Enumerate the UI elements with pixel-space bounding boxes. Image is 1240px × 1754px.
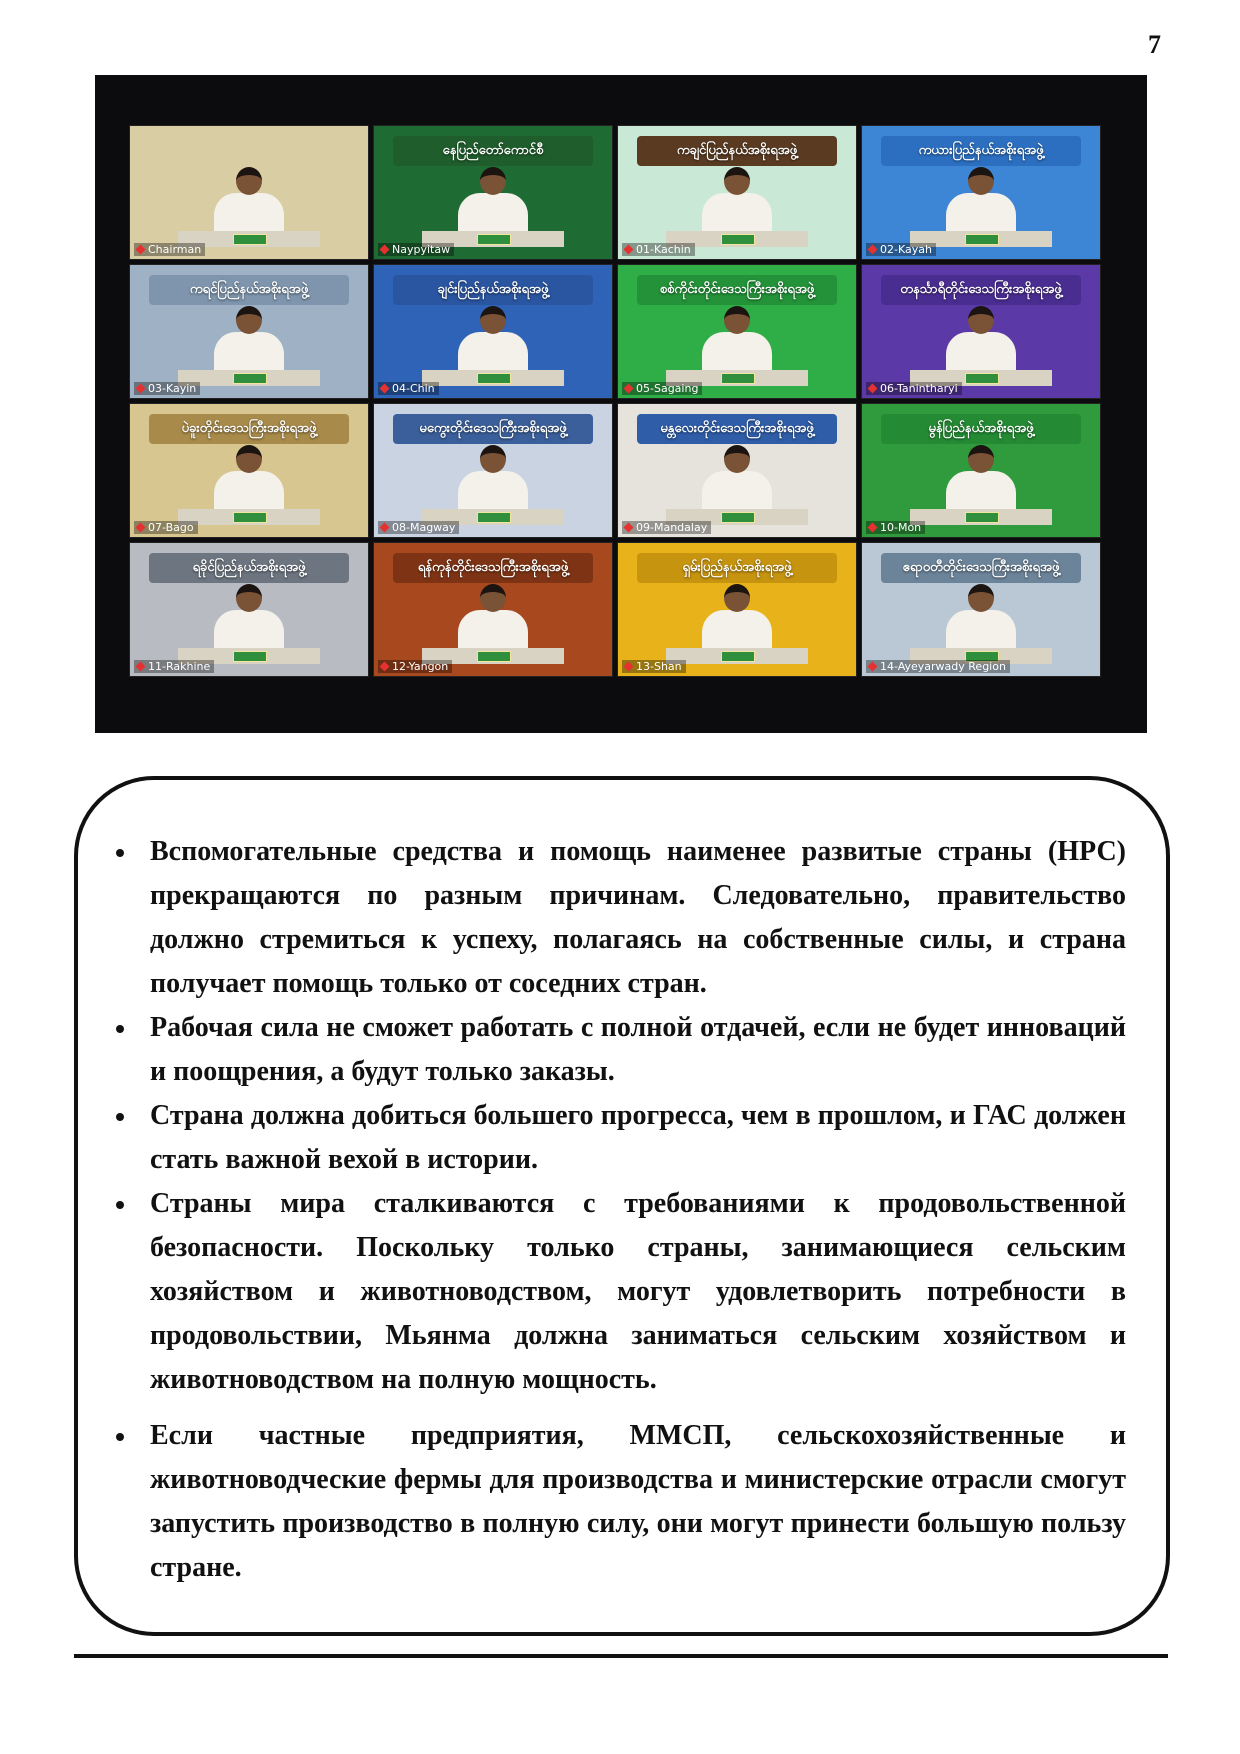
participant-figure [702, 584, 772, 656]
tile-banner: စစ်ကိုင်းတိုင်းဒေသကြီးအစိုးရအဖွဲ့ [637, 275, 837, 305]
nameplate [477, 234, 511, 245]
video-tile [861, 125, 1101, 260]
participant-figure [458, 584, 528, 656]
video-tile [373, 542, 613, 677]
tile-label: 06-Tanintharyi [866, 382, 962, 395]
participant-figure [946, 584, 1016, 656]
participant-figure [214, 584, 284, 656]
bullet-item: Рабочая сила не сможет работать с полной отдачей, если не будет инноваций и поощрения, а будут только заказы. [150, 1006, 1126, 1094]
nameplate [233, 651, 267, 662]
nameplate [965, 373, 999, 384]
tile-label: 09-Mandalay [622, 521, 711, 534]
video-tile [861, 403, 1101, 538]
tile-label: Naypyitaw [378, 243, 454, 256]
nameplate [965, 234, 999, 245]
bullet-list [150, 830, 1126, 1590]
tile-banner: ကယားပြည်နယ်အစိုးရအဖွဲ့ [881, 136, 1081, 166]
video-tile [129, 542, 369, 677]
nameplate [721, 234, 755, 245]
tile-banner: မန္တလေးတိုင်းဒေသကြီးအစိုးရအဖွဲ့ [637, 414, 837, 444]
tile-label: 07-Bago [134, 521, 198, 534]
bullet-item: Если частные предприятия, ММСП, сельскохозяйственные и животноводческие фермы для производства и министерские отрасли смогут запустить производство в полную силу, они могут принести большую пользу стране. [150, 1414, 1126, 1590]
video-conference-photo [95, 75, 1147, 733]
video-tile [129, 264, 369, 399]
nameplate [233, 373, 267, 384]
video-tile [373, 125, 613, 260]
tile-label: 01-Kachin [622, 243, 695, 256]
participant-figure [458, 445, 528, 517]
tile-label: 13-Shan [622, 660, 686, 673]
tile-label: 03-Kayin [134, 382, 200, 395]
participant-figure [702, 167, 772, 239]
bullet-item: Страны мира сталкиваются с требованиями к продовольственной безопасности. Поскольку только страны, занимающиеся сельским хозяйством и животноводством, могут удовлетворить потребности в продовольствии, Мьянма должна заниматься сельским хозяйством и животноводством на полную мощность. [150, 1182, 1126, 1402]
tile-label: Chairman [134, 243, 205, 256]
video-tile [617, 125, 857, 260]
tile-banner: နေပြည်တော်ကောင်စီ [393, 136, 593, 166]
video-tile [861, 264, 1101, 399]
video-tile [617, 403, 857, 538]
participant-figure [214, 445, 284, 517]
nameplate [965, 512, 999, 523]
tile-banner: ကရင်ပြည်နယ်အစိုးရအဖွဲ့ [149, 275, 349, 305]
nameplate [233, 234, 267, 245]
tile-label: 14-Ayeyarwady Region [866, 660, 1010, 673]
video-tile-grid [129, 125, 1101, 677]
tile-label: 11-Rakhine [134, 660, 214, 673]
tile-label: 04-Chin [378, 382, 439, 395]
bullet-item: Страна должна добиться большего прогресса, чем в прошлом, и ГАС должен стать важной вехой в истории. [150, 1094, 1126, 1182]
tile-banner: ချင်းပြည်နယ်အစိုးရအဖွဲ့ [393, 275, 593, 305]
bottom-rule [74, 1654, 1168, 1658]
tile-label: 10-Mon [866, 521, 925, 534]
tile-banner: ရှမ်းပြည်နယ်အစိုးရအဖွဲ့ [637, 553, 837, 583]
tile-banner: မကွေးတိုင်းဒေသကြီးအစိုးရအဖွဲ့ [393, 414, 593, 444]
participant-figure [214, 167, 284, 239]
page-number: 7 [1148, 30, 1161, 59]
tile-banner: ရန်ကုန်တိုင်းဒေသကြီးအစိုးရအဖွဲ့ [393, 553, 593, 583]
video-tile [373, 403, 613, 538]
nameplate [233, 512, 267, 523]
participant-figure [946, 167, 1016, 239]
video-tile [617, 264, 857, 399]
nameplate [721, 373, 755, 384]
tile-banner: ဧရာဝတီတိုင်းဒေသကြီးအစိုးရအဖွဲ့ [881, 553, 1081, 583]
tile-banner: တနင်္သာရီတိုင်းဒေသကြီးအစိုးရအဖွဲ့ [881, 275, 1081, 305]
nameplate [477, 373, 511, 384]
video-tile [861, 542, 1101, 677]
bullet-item: Вспомогательные средства и помощь наименее развитые страны (НРС) прекращаются по разным причинам. Следовательно, правительство должно стремиться к успеху, полагаясь на собственные силы, и страна получает помощь только от соседних стран. [150, 830, 1126, 1006]
nameplate [721, 651, 755, 662]
nameplate [721, 512, 755, 523]
tile-label: 12-Yangon [378, 660, 452, 673]
nameplate [477, 651, 511, 662]
video-tile [617, 542, 857, 677]
tile-label: 05-Sagaing [622, 382, 702, 395]
participant-figure [702, 306, 772, 378]
participant-figure [214, 306, 284, 378]
participant-figure [946, 306, 1016, 378]
video-tile [129, 403, 369, 538]
participant-figure [458, 167, 528, 239]
tile-banner: ပဲခူးတိုင်းဒေသကြီးအစိုးရအဖွဲ့ [149, 414, 349, 444]
tile-label: 02-Kayah [866, 243, 936, 256]
video-tile [129, 125, 369, 260]
tile-banner: ရခိုင်ပြည်နယ်အစိုးရအဖွဲ့ [149, 553, 349, 583]
video-tile [373, 264, 613, 399]
tile-banner: မွန်ပြည်နယ်အစိုးရအဖွဲ့ [881, 414, 1081, 444]
participant-figure [458, 306, 528, 378]
participant-figure [946, 445, 1016, 517]
tile-label: 08-Magway [378, 521, 459, 534]
nameplate [477, 512, 511, 523]
participant-figure [702, 445, 772, 517]
tile-banner: ကချင်ပြည်နယ်အစိုးရအဖွဲ့ [637, 136, 837, 166]
